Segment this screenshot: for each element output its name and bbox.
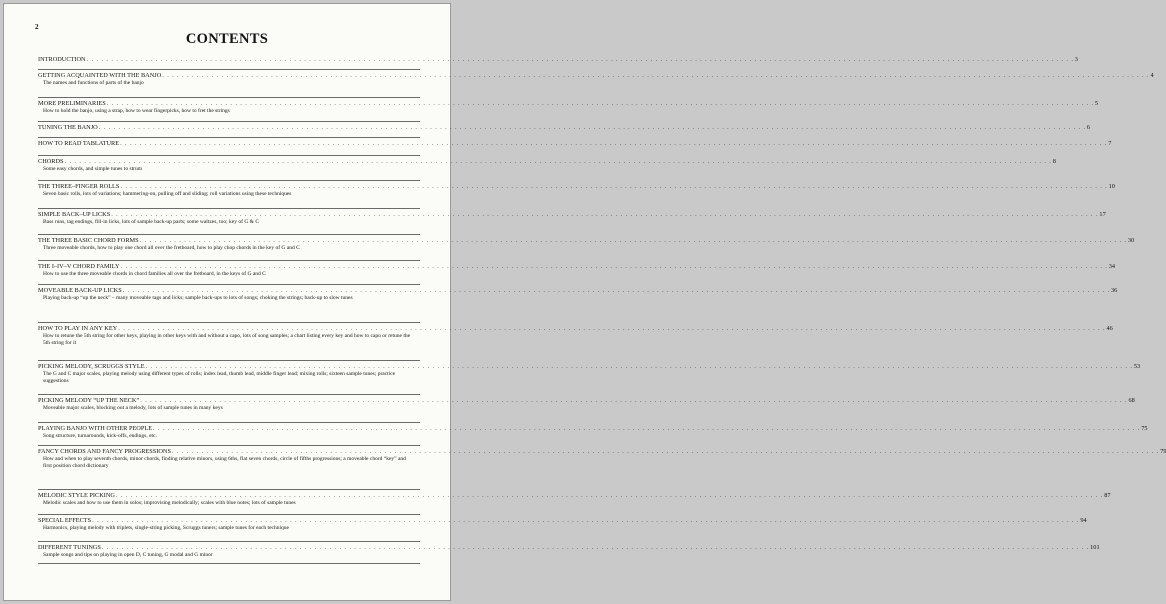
toc-heading-line (38, 448, 1166, 456)
toc-entry (38, 425, 1148, 446)
toc-entry-page: 4 (1150, 72, 1154, 79)
toc-entry (38, 448, 1166, 490)
toc-entry-page: 75 (1141, 425, 1148, 432)
toc-entry-description: Three moveable chords, how to play one chord all over the fretboard, how to play chop chords in the key of G and C (43, 245, 300, 251)
toc-entry-description: How to use the three moveable chords in chord families all over the fretboard, in the keys of G and C (43, 271, 266, 277)
toc-entry-title: THE I–IV–V CHORD FAMILY (38, 263, 120, 270)
dot-leader: . . . . . . . . . . . . . . . . . . . . . . . . . . . . . . . . . . . . . . . . . . . . . . . . . . . . . . . . . . . . . . . . . . . . . . . . . . . . . . . . . . . . . . . . . . . . . . . . . . . . . . . . . . . . . . . . . . . . . . . . . . . . . . . . . . . . . . . . . . . . . . . . . . . . . . . . . . . . . . . . . . . . . . . . . . . . . . . . . . . . . . . . . . . . . . . . . . . . . . . . (153, 425, 1141, 432)
dot-leader: . . . . . . . . . . . . . . . . . . . . . . . . . . . . . . . . . . . . . . . . . . . . . . . . . . . . . . . . . . . . . . . . . . . . . . . . . . . . . . . . . . . . . . . . . . . . . . . . . . . . . . . . . . . . . . . . . . . . . . . . . . . . . . . . . . . . . . . . . . . . . . . . . . . . . . . . . . . . . . . . . . . . . . . . . . . . . . . . . . . . . . . . . . . . . . . . . . . . . . . . (171, 448, 1160, 455)
toc-entry-title: DIFFERENT TUNINGS (38, 544, 101, 551)
toc-entry (38, 183, 1115, 209)
toc-entry-description: How to hold the banjo, using a strap, how to wear fingerpicks, how to fret the strings (43, 108, 230, 114)
dot-leader: . . . . . . . . . . . . . . . . . . . . . . . . . . . . . . . . . . . . . . . . . . . . . . . . . . . . . . . . . . . . . . . . . . . . . . . . . . . . . . . . . . . . . . . . . . . . . . . . . . . . . . . . . . . . . . . . . . . . . . . . . . . . . . . . . . . . . . . . . . . . . . . . . . . . . . . . . . . . . . . . . . . . . . . . . . . . . . . . . . . . . . . . . . . . . . . . . . . . . . . . (115, 492, 1104, 499)
toc-entry (38, 124, 1091, 138)
toc-entry-page: 53 (1133, 363, 1141, 370)
toc-entry-title: HOW TO READ TABLATURE (38, 140, 120, 147)
dot-leader: . . . . . . . . . . . . . . . . . . . . . . . . . . . . . . . . . . . . . . . . . . . . . . . . . . . . . . . . . . . . . . . . . . . . . . . . . . . . . . . . . . . . . . . . . . . . . . . . . . . . . . . . . . . . . . . . . . . . . . . . . . . . . . . . . . . . . . . . . . . . . . . . . . . . . . . . . . . . . . . . . . . . . . . . . . . . . . . . . . . . . . . . . . . . . . . . . . . . . . . . (64, 158, 1052, 165)
dot-leader: . . . . . . . . . . . . . . . . . . . . . . . . . . . . . . . . . . . . . . . . . . . . . . . . . . . . . . . . . . . . . . . . . . . . . . . . . . . . . . . . . . . . . . . . . . . . . . . . . . . . . . . . . . . . . . . . . . . . . . . . . . . . . . . . . . . . . . . . . . . . . . . . . . . . . . . . . . . . . . . . . . . . . . . . . . . . . . . . . . . . . . . . . . . . . . . . . . . . . . . . (118, 325, 1106, 332)
toc-entry-page: 5 (1094, 100, 1099, 107)
toc-heading-line (38, 425, 1148, 433)
toc-heading-line (38, 325, 1113, 333)
toc-entry-title: INTRODUCTION (38, 56, 86, 63)
toc-entry-page: 34 (1108, 263, 1116, 270)
page-number: 2 (35, 23, 39, 31)
toc-entry-page: 6 (1086, 124, 1091, 131)
toc-entry-title: MELODIC STYLE PICKING (38, 492, 115, 499)
toc-entry-title: THE THREE–FINGER ROLLS (38, 183, 120, 190)
toc-entry-description: Bass runs, tag endings, fill-in licks, lots of sample back-up parts; some waltzes, too; key of G & C (43, 219, 259, 225)
toc-entry-description: Song structure, turnarounds, kick-offs, endings, etc. (43, 433, 157, 439)
dot-leader: . . . . . . . . . . . . . . . . . . . . . . . . . . . . . . . . . . . . . . . . . . . . . . . . . . . . . . . . . . . . . . . . . . . . . . . . . . . . . . . . . . . . . . . . . . . . . . . . . . . . . . . . . . . . . . . . . . . . . . . . . . . . . . . . . . . . . . . . . . . . . . . . . . . . . . . . . . . . . . . . . . . . . . . . . . . . . . . . . . . . . . . . . . . . . . . . . . . . . . . . (98, 124, 1086, 131)
toc-entry (38, 397, 1135, 423)
toc-entry (38, 72, 1154, 98)
dot-leader: . . . . . . . . . . . . . . . . . . . . . . . . . . . . . . . . . . . . . . . . . . . . . . . . . . . . . . . . . . . . . . . . . . . . . . . . . . . . . . . . . . . . . . . . . . . . . . . . . . . . . . . . . . . . . . . . . . . . . . . . . . . . . . . . . . . . . . . . . . . . . . . . . . . . . . . . . . . . . . . . . . . . . . . . . . . . . . . . . . . . . . . . . . . . . . . . . . . . . . . . (120, 140, 1108, 147)
toc-entry (38, 544, 1100, 564)
toc-heading-line (38, 492, 1111, 500)
toc-entry-description: Moveable major scales, blocking out a melody, lots of sample tunes in many keys (43, 405, 223, 411)
toc-entry-description: Seven basic rolls, lots of variations; hammering-on, pulling off and sliding; roll variations using these techniques (43, 191, 292, 197)
book-page (3, 3, 1166, 601)
dot-leader: . . . . . . . . . . . . . . . . . . . . . . . . . . . . . . . . . . . . . . . . . . . . . . . . . . . . . . . . . . . . . . . . . . . . . . . . . . . . . . . . . . . . . . . . . . . . . . . . . . . . . . . . . . . . . . . . . . . . . . . . . . . . . . . . . . . . . . . . . . . . . . . . . . . . . . . . . . . . . . . . . . . . . . . . . . . . . . . . . . . . . . . . . . . . . . . . . . . . . . . . (139, 237, 1127, 244)
toc-heading-line (38, 158, 1056, 166)
toc-entry-page: 10 (1108, 183, 1115, 190)
toc-entry-title: SPECIAL EFFECTS (38, 517, 92, 524)
dot-leader: . . . . . . . . . . . . . . . . . . . . . . . . . . . . . . . . . . . . . . . . . . . . . . . . . . . . . . . . . . . . . . . . . . . . . . . . . . . . . . . . . . . . . . . . . . . . . . . . . . . . . . . . . . . . . . . . . . . . . . . . . . . . . . . . . . . . . . . . . . . . . . . . . . . . . . . . . . . . . . . . . . . . . . . . . . . . . . . . . . . . . . . . . . . . . . . . . . . . . . . . (140, 397, 1128, 404)
toc-entry-page: 30 (1127, 237, 1135, 244)
toc-entry (38, 237, 1135, 261)
toc-entry-description: The names and functions of parts of the banjo (43, 80, 144, 86)
toc-entry-title: PICKING MELODY “UP THE NECK” (38, 397, 140, 404)
toc-entry-description: Harmonics, playing melody with triplets, single-string picking, Scruggs tuners; sample tunes for each technique (43, 525, 289, 531)
dot-leader: . . . . . . . . . . . . . . . . . . . . . . . . . . . . . . . . . . . . . . . . . . . . . . . . . . . . . . . . . . . . . . . . . . . . . . . . . . . . . . . . . . . . . . . . . . . . . . . . . . . . . . . . . . . . . . . . . . . . . . . . . . . . . . . . . . . . . . . . . . . . . . . . . . . . . . . . . . . . . . . . . . . . . . . . . . . . . . . . . . . . . . . . . . . . . . . . . . . . . . . . (86, 56, 1074, 63)
toc-entry-description: The G and C major scales, playing melody using different types of rolls; index lead, thumb lead, middle finger lead; mixing rolls; sixteen sample tunes; practice suggestions (43, 371, 396, 384)
toc-entry (38, 492, 1111, 515)
toc-entry-title: MOVEABLE BACK-UP LICKS (38, 287, 122, 294)
toc-heading-line (38, 211, 1106, 219)
toc-entry-title: TUNING THE BANJO (38, 124, 98, 131)
toc-entry-description: How to retune the 5th string for other keys, playing in other keys with and without a capo, lots of song samples; a chart listing every key and how to capo or retune the 5th string for it (43, 333, 411, 346)
toc-entry-page: 8 (1052, 158, 1056, 165)
toc-heading-line (38, 544, 1100, 552)
toc-entry-page: 87 (1104, 492, 1111, 499)
toc-entry-title: FANCY CHORDS AND FANCY PROGRESSIONS (38, 448, 171, 455)
toc-entry-page: 3 (1074, 56, 1078, 63)
toc-entry (38, 211, 1106, 235)
toc-entry-title: SIMPLE BACK–UP LICKS (38, 211, 111, 218)
toc-entry-description: Some easy chords, and simple tunes to strum (43, 166, 142, 172)
toc-entry (38, 158, 1056, 181)
dot-leader: . . . . . . . . . . . . . . . . . . . . . . . . . . . . . . . . . . . . . . . . . . . . . . . . . . . . . . . . . . . . . . . . . . . . . . . . . . . . . . . . . . . . . . . . . . . . . . . . . . . . . . . . . . . . . . . . . . . . . . . . . . . . . . . . . . . . . . . . . . . . . . . . . . . . . . . . . . . . . . . . . . . . . . . . . . . . . . . . . . . . . . . . . . . . . . . . . . . . . . . . (120, 183, 1108, 190)
dot-leader: . . . . . . . . . . . . . . . . . . . . . . . . . . . . . . . . . . . . . . . . . . . . . . . . . . . . . . . . . . . . . . . . . . . . . . . . . . . . . . . . . . . . . . . . . . . . . . . . . . . . . . . . . . . . . . . . . . . . . . . . . . . . . . . . . . . . . . . . . . . . . . . . . . . . . . . . . . . . . . . . . . . . . . . . . . . . . . . . . . . . . . . . . . . . . . . . . . . . . . . . (101, 544, 1090, 551)
dot-leader: . . . . . . . . . . . . . . . . . . . . . . . . . . . . . . . . . . . . . . . . . . . . . . . . . . . . . . . . . . . . . . . . . . . . . . . . . . . . . . . . . . . . . . . . . . . . . . . . . . . . . . . . . . . . . . . . . . . . . . . . . . . . . . . . . . . . . . . . . . . . . . . . . . . . . . . . . . . . . . . . . . . . . . . . . . . . . . . . . . . . . . . . . . . . . . . . . . . . . . . . (122, 287, 1110, 294)
toc-entry-title: MORE PRELIMINARIES (38, 100, 106, 107)
toc-entry (38, 140, 1112, 156)
toc-entry-page: 79 (1160, 448, 1166, 455)
dot-leader: . . . . . . . . . . . . . . . . . . . . . . . . . . . . . . . . . . . . . . . . . . . . . . . . . . . . . . . . . . . . . . . . . . . . . . . . . . . . . . . . . . . . . . . . . . . . . . . . . . . . . . . . . . . . . . . . . . . . . . . . . . . . . . . . . . . . . . . . . . . . . . . . . . . . . . . . . . . . . . . . . . . . . . . . . . . . . . . . . . . . . . . . . . . . . . . . . . . . . . . . (111, 211, 1099, 218)
toc-entry-title: GETTING ACQUAINTED WITH THE BANJO (38, 72, 162, 79)
toc-entry-page: 17 (1099, 211, 1106, 218)
toc-heading-line (38, 237, 1135, 245)
toc-entry-title: PICKING MELODY, SCRUGGS STYLE (38, 363, 145, 370)
toc-entry-title: PLAYING BANJO WITH OTHER PEOPLE (38, 425, 153, 432)
toc-entry (38, 363, 1141, 395)
toc-entry-description: Melodic scales and how to use them in solos; improvising melodically; scales with blue notes; lots of sample tunes (43, 500, 296, 506)
toc-heading-line (38, 140, 1112, 148)
dot-leader: . . . . . . . . . . . . . . . . . . . . . . . . . . . . . . . . . . . . . . . . . . . . . . . . . . . . . . . . . . . . . . . . . . . . . . . . . . . . . . . . . . . . . . . . . . . . . . . . . . . . . . . . . . . . . . . . . . . . . . . . . . . . . . . . . . . . . . . . . . . . . . . . . . . . . . . . . . . . . . . . . . . . . . . . . . . . . . . . . . . . . . . . . . . . . . . . . . . . . . . . (120, 263, 1108, 270)
toc-entry (38, 263, 1116, 285)
toc-heading-line (38, 517, 1087, 525)
toc-entry (38, 100, 1099, 122)
toc-heading-line (38, 183, 1115, 191)
toc-entry-page: 46 (1106, 325, 1113, 332)
toc-heading-line (38, 124, 1091, 132)
toc-heading-line (38, 56, 1078, 64)
toc-entry-page: 68 (1128, 397, 1135, 404)
toc-heading-line (38, 100, 1099, 108)
toc-entry-description: How and when to play seventh chords, minor chords, finding relative minors, using 6ths, flat seven chords, circle of fifths progressions; a moveable chord “key” and first position chord dictionary (43, 456, 406, 469)
toc-heading-line (38, 72, 1154, 80)
toc-entry-page: 101 (1090, 544, 1100, 551)
toc-entry-title: CHORDS (38, 158, 64, 165)
toc-entry (38, 56, 1078, 70)
dot-leader: . . . . . . . . . . . . . . . . . . . . . . . . . . . . . . . . . . . . . . . . . . . . . . . . . . . . . . . . . . . . . . . . . . . . . . . . . . . . . . . . . . . . . . . . . . . . . . . . . . . . . . . . . . . . . . . . . . . . . . . . . . . . . . . . . . . . . . . . . . . . . . . . . . . . . . . . . . . . . . . . . . . . . . . . . . . . . . . . . . . . . . . . . . . . . . . . . . . . . . . . (92, 517, 1080, 524)
toc-entry-page: 94 (1080, 517, 1087, 524)
toc-entry-page: 36 (1110, 287, 1118, 294)
toc-entry (38, 517, 1087, 542)
page-title: CONTENTS (185, 31, 269, 47)
toc-heading-line (38, 363, 1141, 371)
toc-entry (38, 287, 1118, 323)
toc-entry (38, 325, 1113, 361)
toc-entry-title: THE THREE BASIC CHORD FORMS (38, 237, 139, 244)
dot-leader: . . . . . . . . . . . . . . . . . . . . . . . . . . . . . . . . . . . . . . . . . . . . . . . . . . . . . . . . . . . . . . . . . . . . . . . . . . . . . . . . . . . . . . . . . . . . . . . . . . . . . . . . . . . . . . . . . . . . . . . . . . . . . . . . . . . . . . . . . . . . . . . . . . . . . . . . . . . . . . . . . . . . . . . . . . . . . . . . . . . . . . . . . . . . . . . . . . . . . . . . (145, 363, 1133, 370)
toc-heading-line (38, 287, 1118, 295)
toc-entry-description: Playing back-up “up the neck” – many moveable tags and licks; sample back-ups to lots of songs; choking the strings; back-up to slow tunes (43, 295, 353, 301)
dot-leader: . . . . . . . . . . . . . . . . . . . . . . . . . . . . . . . . . . . . . . . . . . . . . . . . . . . . . . . . . . . . . . . . . . . . . . . . . . . . . . . . . . . . . . . . . . . . . . . . . . . . . . . . . . . . . . . . . . . . . . . . . . . . . . . . . . . . . . . . . . . . . . . . . . . . . . . . . . . . . . . . . . . . . . . . . . . . . . . . . . . . . . . . . . . . . . . . . . . . . . . . (162, 72, 1150, 79)
toc-heading-line (38, 263, 1116, 271)
toc-entry-page: 7 (1108, 140, 1112, 147)
toc-entry-title: HOW TO PLAY IN ANY KEY (38, 325, 118, 332)
dot-leader: . . . . . . . . . . . . . . . . . . . . . . . . . . . . . . . . . . . . . . . . . . . . . . . . . . . . . . . . . . . . . . . . . . . . . . . . . . . . . . . . . . . . . . . . . . . . . . . . . . . . . . . . . . . . . . . . . . . . . . . . . . . . . . . . . . . . . . . . . . . . . . . . . . . . . . . . . . . . . . . . . . . . . . . . . . . . . . . . . . . . . . . . . . . . . . . . . . . . . . . . (106, 100, 1094, 107)
toc-heading-line (38, 397, 1135, 405)
toc-entry-description: Sample songs and tips on playing in open D, C tuning, G modal and G minor (43, 552, 213, 558)
